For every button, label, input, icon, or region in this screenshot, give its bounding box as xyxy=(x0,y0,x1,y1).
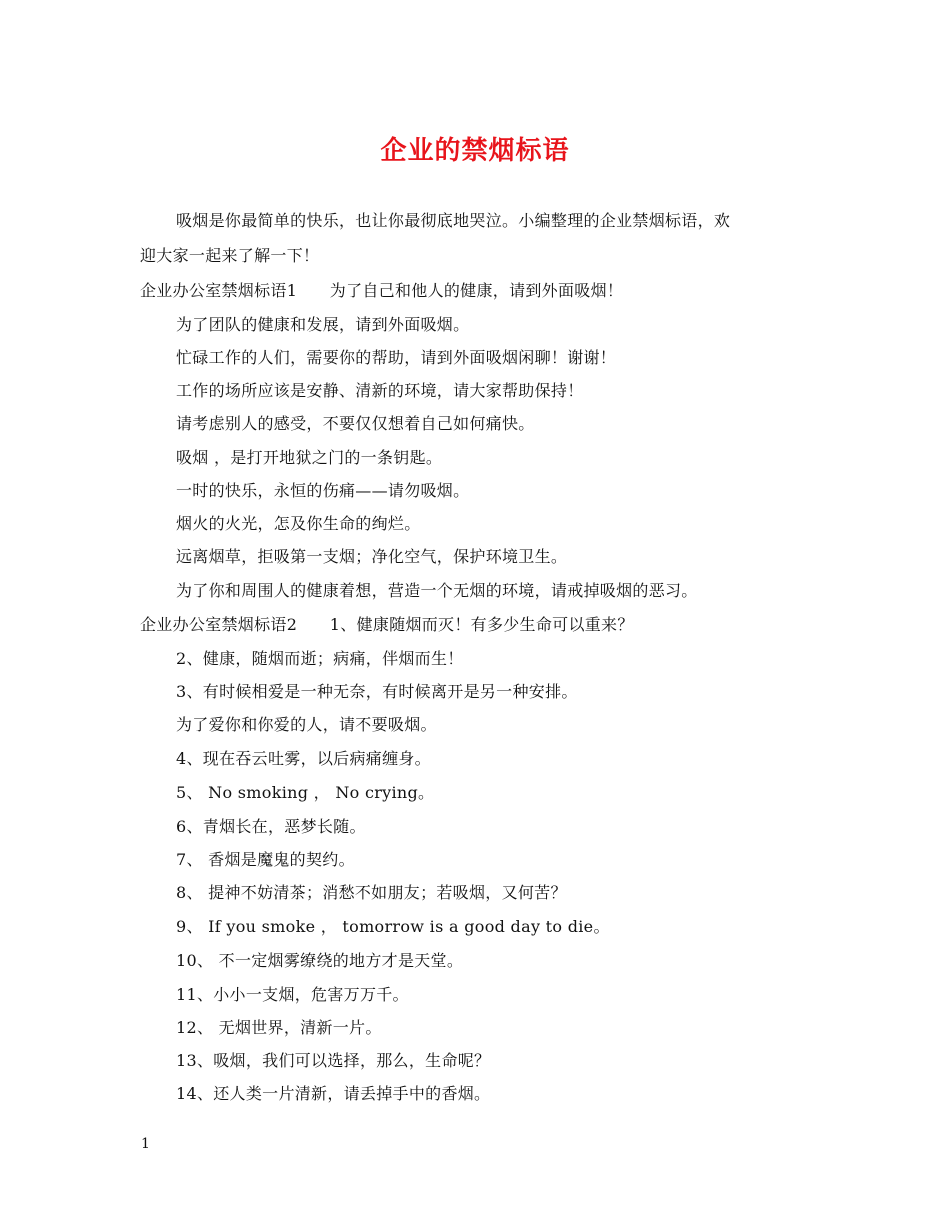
section1-line: 为了你和周围人的健康着想，营造一个无烟的环境，请戒掉吸烟的恶习。 xyxy=(176,581,698,600)
section1-line: 吸烟 ，是打开地狱之门的一条钥匙。 xyxy=(176,448,443,467)
page-number: 1 xyxy=(141,1136,150,1152)
section1-line: 忙碌工作的人们，需要你的帮助，请到外面吸烟闲聊！谢谢！ xyxy=(176,348,617,367)
section2-line: 5、 No smoking ， No crying。 xyxy=(176,783,435,802)
section2-line: 12、 无烟世界，清新一片。 xyxy=(176,1018,382,1037)
section2-line: 7、 香烟是魔鬼的契约。 xyxy=(176,850,355,869)
section1-line: 请考虑别人的感受，不要仅仅想着自己如何痛快。 xyxy=(176,414,535,433)
document-title: 企业的禁烟标语 xyxy=(380,136,570,166)
section2-line: 9、 If you smoke ， tomorrow is a good day to die。 xyxy=(176,917,610,936)
section1-line: 工作的场所应该是安静、清新的环境，请大家帮助保持！ xyxy=(176,381,584,400)
section2-heading: 企业办公室禁烟标语2 1、健康随烟而灭！有多少生命可以重来？ xyxy=(140,615,634,634)
intro-line-1: 吸烟是你最简单的快乐，也让你最彻底地哭泣。小编整理的企业禁烟标语，欢 xyxy=(176,211,731,230)
section2-line: 13、吸烟，我们可以选择，那么，生命呢？ xyxy=(176,1051,491,1070)
section1-line: 烟火的火光，怎及你生命的绚烂。 xyxy=(176,514,421,533)
section2-line: 14、还人类一片清新，请丢掉手中的香烟。 xyxy=(176,1084,491,1103)
section2-line: 为了爱你和你爱的人，请不要吸烟。 xyxy=(176,715,437,734)
section2-line: 8、 提神不妨清茶；消愁不如朋友；若吸烟，又何苦？ xyxy=(176,883,567,902)
section2-line: 4、现在吞云吐雾，以后病痛缠身。 xyxy=(176,749,431,768)
section1-line: 为了团队的健康和发展，请到外面吸烟。 xyxy=(176,315,470,334)
section1-line: 一时的快乐，永恒的伤痛——请勿吸烟。 xyxy=(176,481,470,500)
intro-line-2: 迎大家一起来了解一下！ xyxy=(140,246,320,265)
section2-line: 10、 不一定烟雾缭绕的地方才是天堂。 xyxy=(176,951,464,970)
section2-line: 6、青烟长在，恶梦长随。 xyxy=(176,817,366,836)
section2-line: 3、有时候相爱是一种无奈，有时候离开是另一种安排。 xyxy=(176,682,578,701)
section1-line: 远离烟草，拒吸第一支烟；净化空气，保护环境卫生。 xyxy=(176,547,568,566)
section1-heading: 企业办公室禁烟标语1 为了自己和他人的健康，请到外面吸烟！ xyxy=(140,281,624,300)
section2-line: 2、健康，随烟而逝；病痛，伴烟而生！ xyxy=(176,649,464,668)
section2-line: 11、小小一支烟，危害万万千。 xyxy=(176,985,409,1004)
